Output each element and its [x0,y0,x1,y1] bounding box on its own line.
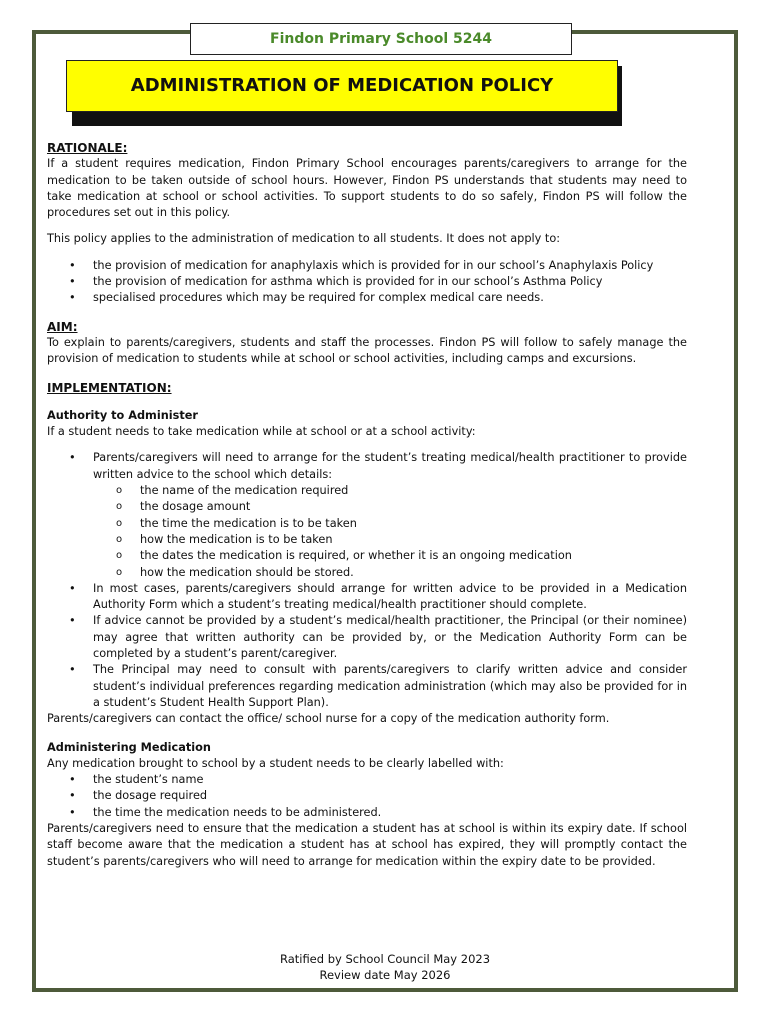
policy-content [47,140,687,870]
list-item: • the time the medication needs to be administered. [47,805,687,821]
details-list [93,483,687,581]
list-item: • If advice cannot be provided by a student’s medical/health practitioner, the Principal (or their nominee) may agree that written authority can be provided by, or the Medication Authority Form can be completed by a student’s parent/caregiver. [47,613,687,662]
list-item: • Parents/caregivers will need to arrange for the student’s treating medical/health practitioner to provide written advice to the school which details: o the name of the medication required o the dosage amount o the time the medication is to be taken o how the medication is to be taken o the dates the medication is required, or whether it is an ongoing medication o how the medication should be stored. [47,450,687,580]
school-name: Findon Primary School 5244 [190,23,572,55]
page-title: ADMINISTRATION OF MEDICATION POLICY [66,60,618,112]
list-item: • In most cases, parents/caregivers should arrange for written advice to be provided in a Medication Authority Form which a student’s treating medical/health practitioner should complete. [47,581,687,614]
aim-paragraph: To explain to parents/caregivers, students and staff the processes. Findon PS will follow to safely manage the provision of medication to students while at school or school activities, including camps and excursions. [47,335,687,366]
list-item: o the dosage amount [93,499,687,515]
authority-subheading: Authority to Administer [47,408,198,422]
list-item: o the time the medication is to be taken [93,516,687,532]
list-item: • the provision of medication for anaphylaxis which is provided for in our school’s Anaphylaxis Policy [47,258,687,274]
administering-intro: Any medication brought to school by a student needs to be clearly labelled with: [47,756,504,770]
rationale-heading: RATIONALE: [47,141,128,155]
scope-paragraph: This policy applies to the administration of medication to all students. It does not apply to: [47,232,561,246]
exclusions-list [47,258,687,307]
review-note: Review date May 2026 [319,968,451,982]
list-item: o the dates the medication is required, or whether it is an ongoing medication [93,548,687,564]
authority-intro: If a student needs to take medication while at school or at a school activity: [47,425,476,439]
ratified-note: Ratified by School Council May 2023 [279,952,491,966]
authority-list [47,450,687,711]
title-banner [66,60,626,120]
rationale-paragraph: If a student requires medication, Findon Primary School encourages parents/caregivers to arrange for the medication to be taken outside of school hours. However, Findon PS understands that students may need to take medication at school or school activities. To support students to do so safely, Findon PS will follow the procedures set out in this policy. [47,157,687,220]
list-item: • specialised procedures which may be required for complex medical care needs. [47,290,687,306]
administering-subheading: Administering Medication [47,740,211,754]
aim-heading: AIM: [47,319,78,334]
authority-closing: Parents/caregivers can contact the office/ school nurse for a copy of the medication authority form. [47,712,610,726]
administering-closing: Parents/caregivers need to ensure that the medication a student has at school is within its expiry date. If school staff become aware that the medication a student has at school has expired, they will promptly contact the student’s parents/caregivers who will need to arrange for medication within the expiry date to be provided. [47,821,687,868]
list-item: • The Principal may need to consult with parents/caregivers to clarify written advice and consider student’s individual preferences regarding medication administration (which may also be provided for in a student’s Student Health Support Plan). [47,662,687,711]
list-item: o how the medication should be stored. [93,565,687,581]
list-item: • the student’s name [47,772,687,788]
label-list [47,772,687,821]
implementation-heading: IMPLEMENTATION: [47,380,172,395]
list-item: o the name of the medication required [93,483,687,499]
list-item: o how the medication is to be taken [93,532,687,548]
list-item: • the dosage required [47,788,687,804]
list-item: • the provision of medication for asthma which is provided for in our school’s Asthma Policy [47,274,687,290]
